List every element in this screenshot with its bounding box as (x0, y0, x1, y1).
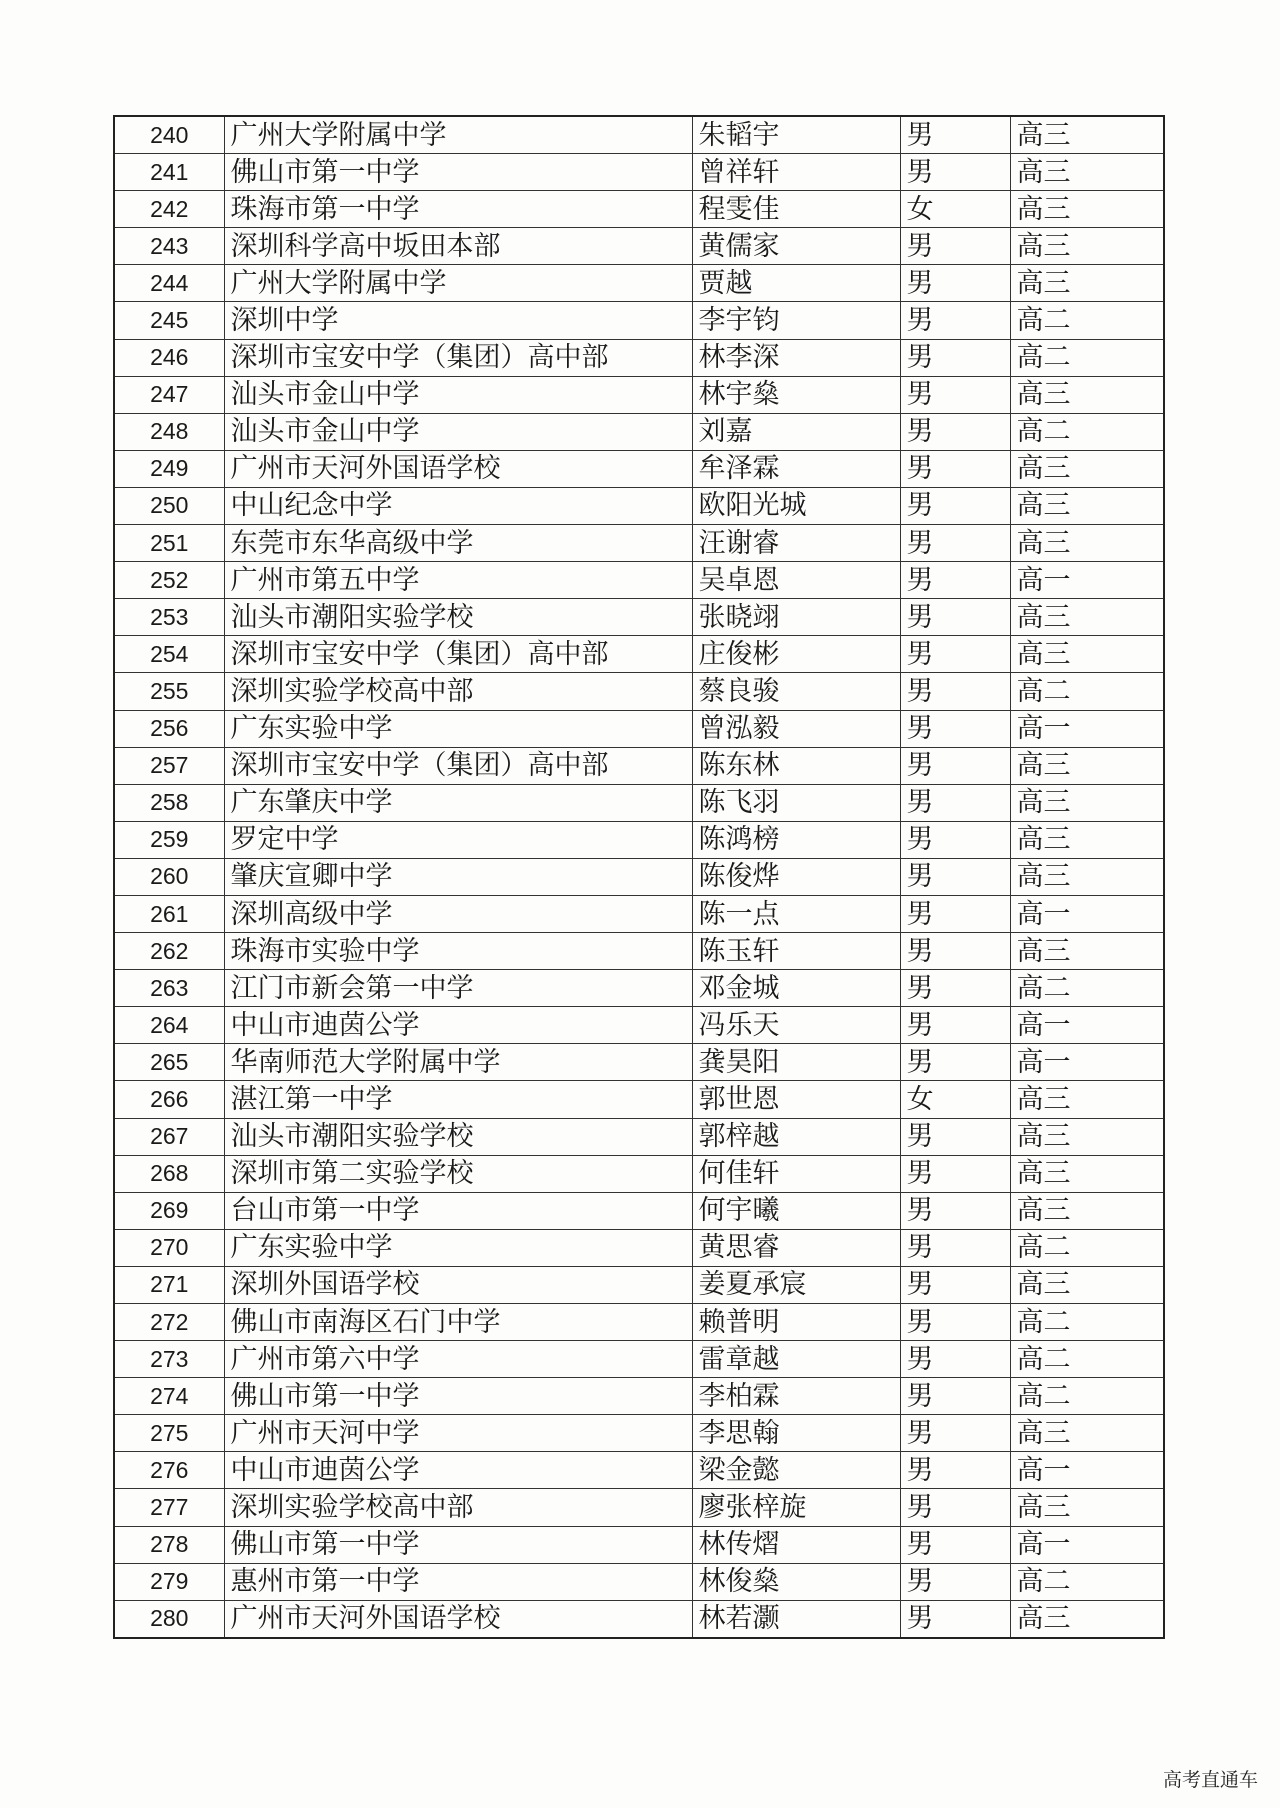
cell-grade: 高三 (1010, 1415, 1164, 1452)
cell-gender: 男 (900, 1526, 1010, 1563)
cell-number: 264 (114, 1007, 224, 1044)
cell-gender: 女 (900, 191, 1010, 228)
table-row (114, 710, 1164, 747)
cell-name: 何宇曦 (692, 1192, 900, 1229)
cell-grade: 高三 (1010, 265, 1164, 302)
table-row (114, 747, 1164, 784)
table-row (114, 673, 1164, 710)
table-row (114, 636, 1164, 673)
cell-number: 260 (114, 858, 224, 895)
cell-gender: 男 (900, 339, 1010, 376)
table-row (114, 895, 1164, 932)
cell-grade: 高三 (1010, 228, 1164, 265)
cell-school: 广州大学附属中学 (224, 116, 692, 154)
cell-school: 广州市天河外国语学校 (224, 450, 692, 487)
cell-name: 龚昊阳 (692, 1044, 900, 1081)
cell-gender: 男 (900, 302, 1010, 339)
cell-number: 277 (114, 1489, 224, 1526)
cell-number: 279 (114, 1563, 224, 1600)
cell-name: 程雯佳 (692, 191, 900, 228)
cell-name: 陈一点 (692, 895, 900, 932)
cell-number: 257 (114, 747, 224, 784)
cell-school: 深圳外国语学校 (224, 1266, 692, 1303)
cell-school: 佛山市第一中学 (224, 1378, 692, 1415)
cell-number: 276 (114, 1452, 224, 1489)
cell-number: 244 (114, 265, 224, 302)
cell-grade: 高一 (1010, 562, 1164, 599)
cell-number: 247 (114, 376, 224, 413)
cell-number: 278 (114, 1526, 224, 1563)
cell-gender: 男 (900, 784, 1010, 821)
cell-number: 255 (114, 673, 224, 710)
cell-school: 珠海市实验中学 (224, 933, 692, 970)
cell-grade: 高三 (1010, 154, 1164, 191)
cell-name: 李柏霖 (692, 1378, 900, 1415)
table-row (114, 1304, 1164, 1341)
cell-school: 东莞市东华高级中学 (224, 525, 692, 562)
cell-grade: 高一 (1010, 895, 1164, 932)
cell-number: 245 (114, 302, 224, 339)
cell-name: 曾泓毅 (692, 710, 900, 747)
cell-number: 252 (114, 562, 224, 599)
cell-number: 251 (114, 525, 224, 562)
cell-grade: 高二 (1010, 673, 1164, 710)
cell-gender: 男 (900, 1304, 1010, 1341)
cell-grade: 高三 (1010, 784, 1164, 821)
cell-grade: 高二 (1010, 1563, 1164, 1600)
table-row (114, 1526, 1164, 1563)
cell-gender: 男 (900, 599, 1010, 636)
table-row (114, 154, 1164, 191)
cell-name: 陈东林 (692, 747, 900, 784)
cell-number: 241 (114, 154, 224, 191)
cell-grade: 高三 (1010, 1118, 1164, 1155)
table-row (114, 599, 1164, 636)
cell-school: 深圳中学 (224, 302, 692, 339)
table-row (114, 450, 1164, 487)
cell-name: 陈鸿榜 (692, 821, 900, 858)
table-row (114, 1155, 1164, 1192)
cell-school: 珠海市第一中学 (224, 191, 692, 228)
cell-name: 廖张梓旋 (692, 1489, 900, 1526)
table-row (114, 1563, 1164, 1600)
cell-school: 佛山市南海区石门中学 (224, 1304, 692, 1341)
table-row (114, 1081, 1164, 1118)
cell-name: 李思翰 (692, 1415, 900, 1452)
cell-number: 243 (114, 228, 224, 265)
cell-school: 深圳市宝安中学（集团）高中部 (224, 339, 692, 376)
cell-grade: 高三 (1010, 116, 1164, 154)
cell-school: 深圳市宝安中学（集团）高中部 (224, 636, 692, 673)
cell-grade: 高一 (1010, 1452, 1164, 1489)
table-row (114, 116, 1164, 154)
cell-grade: 高一 (1010, 1526, 1164, 1563)
cell-name: 刘嘉 (692, 413, 900, 450)
cell-gender: 男 (900, 450, 1010, 487)
table-row (114, 784, 1164, 821)
cell-number: 268 (114, 1155, 224, 1192)
cell-school: 佛山市第一中学 (224, 154, 692, 191)
cell-name: 郭梓越 (692, 1118, 900, 1155)
cell-number: 280 (114, 1600, 224, 1638)
cell-gender: 男 (900, 895, 1010, 932)
cell-gender: 男 (900, 562, 1010, 599)
cell-school: 佛山市第一中学 (224, 1526, 692, 1563)
cell-gender: 男 (900, 1341, 1010, 1378)
student-list-table (113, 115, 1165, 1639)
cell-gender: 男 (900, 376, 1010, 413)
cell-school: 江门市新会第一中学 (224, 970, 692, 1007)
cell-number: 275 (114, 1415, 224, 1452)
cell-gender: 男 (900, 1415, 1010, 1452)
cell-name: 赖普明 (692, 1304, 900, 1341)
cell-gender: 男 (900, 1600, 1010, 1638)
cell-grade: 高三 (1010, 1155, 1164, 1192)
cell-name: 林李深 (692, 339, 900, 376)
cell-gender: 男 (900, 154, 1010, 191)
cell-gender: 男 (900, 1118, 1010, 1155)
table-row (114, 1452, 1164, 1489)
cell-school: 汕头市潮阳实验学校 (224, 1118, 692, 1155)
table-row (114, 933, 1164, 970)
table-row (114, 265, 1164, 302)
cell-number: 271 (114, 1266, 224, 1303)
cell-number: 267 (114, 1118, 224, 1155)
cell-gender: 男 (900, 747, 1010, 784)
cell-gender: 男 (900, 1489, 1010, 1526)
cell-school: 中山市迪茵公学 (224, 1452, 692, 1489)
cell-gender: 男 (900, 1155, 1010, 1192)
cell-grade: 高一 (1010, 1044, 1164, 1081)
cell-number: 269 (114, 1192, 224, 1229)
cell-gender: 男 (900, 228, 1010, 265)
cell-name: 欧阳光城 (692, 487, 900, 524)
cell-school: 广州大学附属中学 (224, 265, 692, 302)
cell-school: 广东实验中学 (224, 710, 692, 747)
cell-gender: 男 (900, 116, 1010, 154)
cell-number: 246 (114, 339, 224, 376)
cell-name: 陈玉轩 (692, 933, 900, 970)
cell-number: 249 (114, 450, 224, 487)
cell-gender: 男 (900, 821, 1010, 858)
cell-number: 272 (114, 1304, 224, 1341)
cell-name: 何佳轩 (692, 1155, 900, 1192)
cell-name: 吴卓恩 (692, 562, 900, 599)
cell-number: 256 (114, 710, 224, 747)
table-row (114, 1489, 1164, 1526)
cell-gender: 男 (900, 970, 1010, 1007)
cell-grade: 高三 (1010, 376, 1164, 413)
cell-gender: 男 (900, 858, 1010, 895)
cell-gender: 男 (900, 1007, 1010, 1044)
cell-number: 266 (114, 1081, 224, 1118)
cell-number: 263 (114, 970, 224, 1007)
cell-number: 274 (114, 1378, 224, 1415)
cell-school: 肇庆宣卿中学 (224, 858, 692, 895)
cell-grade: 高二 (1010, 302, 1164, 339)
cell-gender: 男 (900, 265, 1010, 302)
cell-grade: 高三 (1010, 747, 1164, 784)
table-row (114, 821, 1164, 858)
cell-school: 汕头市金山中学 (224, 413, 692, 450)
cell-grade: 高一 (1010, 1007, 1164, 1044)
cell-school: 深圳实验学校高中部 (224, 673, 692, 710)
cell-gender: 男 (900, 525, 1010, 562)
cell-name: 黄思睿 (692, 1229, 900, 1266)
cell-grade: 高三 (1010, 821, 1164, 858)
cell-name: 曾祥轩 (692, 154, 900, 191)
cell-number: 248 (114, 413, 224, 450)
cell-grade: 高三 (1010, 1266, 1164, 1303)
cell-school: 中山市迪茵公学 (224, 1007, 692, 1044)
table-row (114, 1378, 1164, 1415)
cell-name: 贾越 (692, 265, 900, 302)
cell-grade: 高三 (1010, 191, 1164, 228)
table-row (114, 228, 1164, 265)
cell-grade: 高三 (1010, 450, 1164, 487)
watermark-text: 高考直通车 (1162, 1769, 1258, 1791)
table-row (114, 1341, 1164, 1378)
cell-grade: 高三 (1010, 525, 1164, 562)
cell-name: 林若灏 (692, 1600, 900, 1638)
cell-name: 郭世恩 (692, 1081, 900, 1118)
cell-grade: 高三 (1010, 599, 1164, 636)
cell-school: 深圳高级中学 (224, 895, 692, 932)
cell-grade: 高三 (1010, 1600, 1164, 1638)
table-row (114, 487, 1164, 524)
cell-gender: 男 (900, 413, 1010, 450)
table-row (114, 1600, 1164, 1638)
cell-number: 250 (114, 487, 224, 524)
cell-grade: 高二 (1010, 970, 1164, 1007)
cell-grade: 高一 (1010, 710, 1164, 747)
cell-number: 240 (114, 116, 224, 154)
cell-school: 罗定中学 (224, 821, 692, 858)
cell-number: 242 (114, 191, 224, 228)
cell-number: 258 (114, 784, 224, 821)
cell-gender: 男 (900, 1266, 1010, 1303)
table-row (114, 1229, 1164, 1266)
cell-number: 261 (114, 895, 224, 932)
cell-gender: 男 (900, 710, 1010, 747)
cell-name: 庄俊彬 (692, 636, 900, 673)
cell-gender: 男 (900, 1229, 1010, 1266)
table-row (114, 1044, 1164, 1081)
cell-gender: 男 (900, 1378, 1010, 1415)
cell-school: 汕头市金山中学 (224, 376, 692, 413)
cell-school: 湛江第一中学 (224, 1081, 692, 1118)
cell-name: 冯乐天 (692, 1007, 900, 1044)
cell-gender: 男 (900, 673, 1010, 710)
cell-name: 梁金懿 (692, 1452, 900, 1489)
cell-gender: 女 (900, 1081, 1010, 1118)
cell-school: 广州市天河外国语学校 (224, 1600, 692, 1638)
cell-gender: 男 (900, 933, 1010, 970)
cell-number: 265 (114, 1044, 224, 1081)
cell-grade: 高二 (1010, 1304, 1164, 1341)
cell-gender: 男 (900, 1192, 1010, 1229)
cell-name: 邓金城 (692, 970, 900, 1007)
cell-grade: 高二 (1010, 339, 1164, 376)
table-row (114, 1415, 1164, 1452)
cell-grade: 高三 (1010, 487, 1164, 524)
table-row (114, 191, 1164, 228)
cell-name: 姜夏承宸 (692, 1266, 900, 1303)
cell-grade: 高三 (1010, 858, 1164, 895)
cell-school: 中山纪念中学 (224, 487, 692, 524)
table-row (114, 339, 1164, 376)
cell-name: 雷章越 (692, 1341, 900, 1378)
table-row (114, 562, 1164, 599)
cell-gender: 男 (900, 1452, 1010, 1489)
cell-name: 陈俊烨 (692, 858, 900, 895)
table-row (114, 1118, 1164, 1155)
cell-name: 张晓翊 (692, 599, 900, 636)
cell-school: 广东实验中学 (224, 1229, 692, 1266)
cell-name: 汪谢睿 (692, 525, 900, 562)
table-row (114, 1007, 1164, 1044)
cell-school: 汕头市潮阳实验学校 (224, 599, 692, 636)
cell-grade: 高三 (1010, 1489, 1164, 1526)
cell-school: 深圳科学高中坂田本部 (224, 228, 692, 265)
table-row (114, 1266, 1164, 1303)
cell-number: 253 (114, 599, 224, 636)
cell-grade: 高二 (1010, 413, 1164, 450)
cell-name: 林宇燊 (692, 376, 900, 413)
cell-grade: 高三 (1010, 636, 1164, 673)
table-row (114, 970, 1164, 1007)
cell-name: 林传熠 (692, 1526, 900, 1563)
cell-school: 广州市天河中学 (224, 1415, 692, 1452)
cell-school: 深圳市宝安中学（集团）高中部 (224, 747, 692, 784)
cell-number: 270 (114, 1229, 224, 1266)
cell-grade: 高二 (1010, 1341, 1164, 1378)
cell-grade: 高二 (1010, 1378, 1164, 1415)
table-row (114, 858, 1164, 895)
cell-grade: 高二 (1010, 1229, 1164, 1266)
cell-gender: 男 (900, 487, 1010, 524)
table-row (114, 1192, 1164, 1229)
table-row (114, 376, 1164, 413)
table-row (114, 302, 1164, 339)
table-row (114, 525, 1164, 562)
cell-name: 李宇钧 (692, 302, 900, 339)
cell-number: 259 (114, 821, 224, 858)
cell-name: 牟泽霖 (692, 450, 900, 487)
cell-number: 262 (114, 933, 224, 970)
cell-name: 陈飞羽 (692, 784, 900, 821)
cell-school: 深圳实验学校高中部 (224, 1489, 692, 1526)
cell-school: 广州市第六中学 (224, 1341, 692, 1378)
cell-school: 深圳市第二实验学校 (224, 1155, 692, 1192)
cell-name: 林俊燊 (692, 1563, 900, 1600)
cell-school: 华南师范大学附属中学 (224, 1044, 692, 1081)
cell-school: 台山市第一中学 (224, 1192, 692, 1229)
cell-school: 惠州市第一中学 (224, 1563, 692, 1600)
cell-number: 254 (114, 636, 224, 673)
cell-school: 广州市第五中学 (224, 562, 692, 599)
table-row (114, 413, 1164, 450)
cell-name: 朱韬宇 (692, 116, 900, 154)
cell-grade: 高三 (1010, 1192, 1164, 1229)
cell-gender: 男 (900, 636, 1010, 673)
cell-grade: 高三 (1010, 933, 1164, 970)
cell-name: 蔡良骏 (692, 673, 900, 710)
cell-school: 广东肇庆中学 (224, 784, 692, 821)
table-body (114, 116, 1164, 1638)
cell-gender: 男 (900, 1044, 1010, 1081)
cell-number: 273 (114, 1341, 224, 1378)
cell-grade: 高三 (1010, 1081, 1164, 1118)
cell-name: 黄儒家 (692, 228, 900, 265)
cell-gender: 男 (900, 1563, 1010, 1600)
